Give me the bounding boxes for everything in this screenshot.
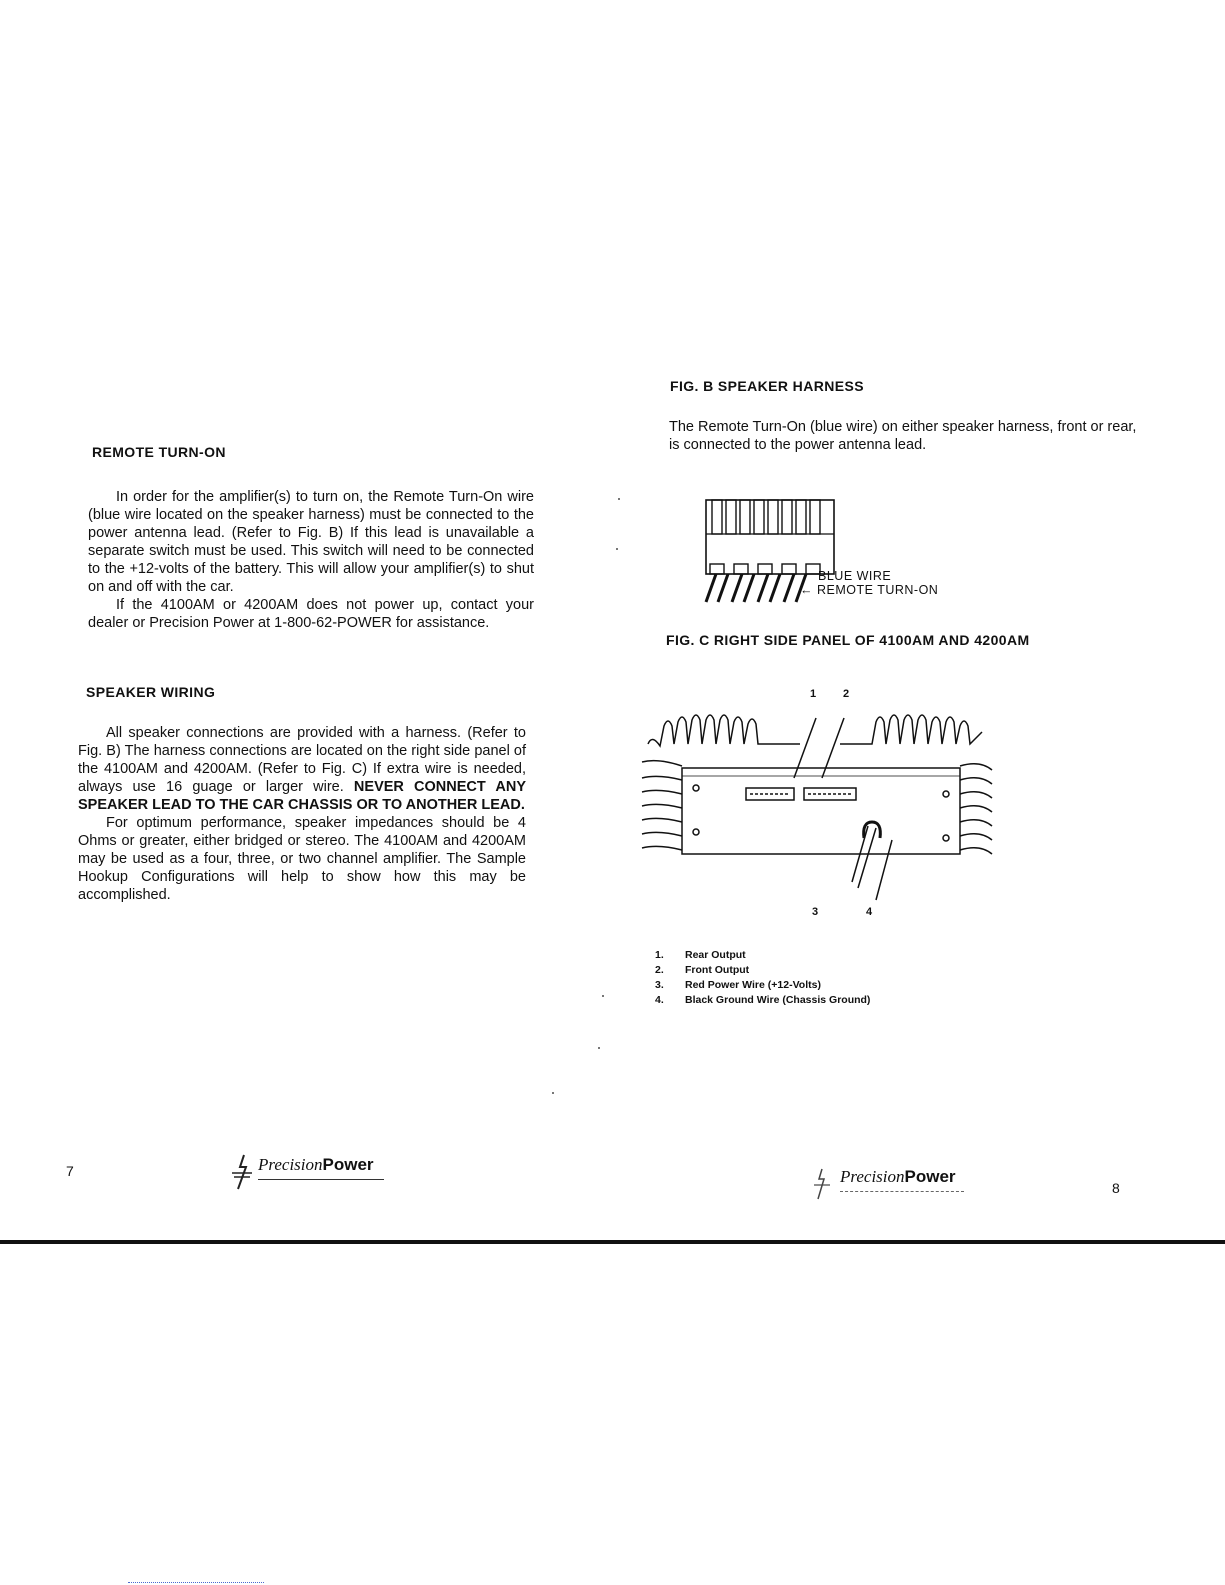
- remote-turn-on-paragraph-2: If the 4100AM or 4200AM does not power up, contact your dealer or Precision Power at 1-800-62-POWER for assistance.: [88, 597, 534, 631]
- remote-turn-on-heading: REMOTE TURN-ON: [92, 444, 226, 460]
- logo-bold-left: Power: [322, 1155, 374, 1174]
- amplifier-side-panel-diagram: [640, 704, 1000, 904]
- fig-b-caption: The Remote Turn-On (blue wire) on either speaker harness, front or rear, is connected to the power antenna lead.: [669, 419, 1137, 453]
- fig-c-legend: [655, 948, 870, 1008]
- precision-power-logo-right: [810, 1167, 980, 1207]
- fig-b-title: FIG. B SPEAKER HARNESS: [670, 378, 864, 394]
- speaker-wiring-paragraph-1: [78, 724, 526, 814]
- heatsink-fins-left: [642, 761, 682, 850]
- speaker-wiring-text: [78, 724, 526, 904]
- logo-bold-right: Power: [904, 1167, 956, 1186]
- arrow-left-icon: ←: [800, 583, 813, 597]
- legend-item-4: 4. Black Ground Wire (Chassis Ground): [655, 994, 871, 1006]
- callout-2: 2: [843, 688, 850, 700]
- blue-wire-label: [800, 569, 939, 597]
- harness-connector-body: [706, 500, 834, 574]
- precision-power-logo-left: [228, 1153, 398, 1193]
- heatsink-fins-top-right: [840, 715, 982, 744]
- amplifier-body: [682, 768, 960, 854]
- legend-item-1: 1. Rear Output: [655, 949, 746, 961]
- heatsink-fins-right: [960, 764, 992, 854]
- callout-3: 3: [812, 906, 819, 918]
- legend-item-2: 2. Front Output: [655, 964, 750, 976]
- bottom-divider: [0, 1240, 1225, 1244]
- logo-script-left: Precision: [258, 1155, 323, 1174]
- lightning-logo-icon-right: [810, 1167, 834, 1201]
- remote-turn-on-paragraph-1: In order for the amplifier(s) to turn on, the Remote Turn-On wire (blue wire located on the speaker harness) must be connected to the power antenna lead. (Refer to Fig. B) If this lead is unavailable a separate switch must be used. This switch will need to be connected to the +12-volts of the battery. This will allow your amplifier(s) to shut on and off with the car.: [88, 489, 534, 595]
- speaker-wiring-paragraph-2: For optimum performance, speaker impedances should be 4 Ohms or greater, either bridged or stereo. The 4100AM and 4200AM may be used as a four, three, or two channel amplifier. The Sample Hookup Configurations will help to show how this may be accomplished.: [78, 815, 526, 903]
- remote-turn-on-text: [88, 488, 534, 632]
- heatsink-fins-top-left: [648, 715, 800, 746]
- page-number-right: 8: [1112, 1180, 1120, 1196]
- harness-pins: [712, 500, 820, 534]
- remote-turn-on-label: REMOTE TURN-ON: [816, 583, 939, 597]
- speaker-wiring-paragraph-1-text: All speaker connections are provided with a harness. (Refer to Fig. B) The harness connections are located on the right side panel of the 4100AM and 4200AM. (Refer to Fig. C) If extra wire is needed, always use 16 guage or larger wire.: [78, 725, 526, 795]
- legend-item-3: 3. Red Power Wire (+12-Volts): [655, 979, 821, 991]
- lightning-logo-icon: [228, 1153, 258, 1191]
- blue-wire-text: BLUE WIRE: [818, 569, 892, 583]
- page-number-left: 7: [66, 1163, 74, 1179]
- speaker-wiring-warning: NEVER CONNECT ANY SPEAKER LEAD TO THE CAR CHASSIS OR TO ANOTHER LEAD.: [78, 779, 526, 813]
- bottom-dotted-line: [128, 1582, 264, 1583]
- logo-script-right: Precision: [840, 1167, 905, 1186]
- callout-1: 1: [810, 688, 817, 700]
- fig-c-title: FIG. C RIGHT SIDE PANEL OF 4100AM AND 4200AM: [666, 632, 1030, 648]
- callout-4: 4: [866, 906, 873, 918]
- speaker-wiring-heading: SPEAKER WIRING: [86, 684, 216, 700]
- harness-wires: [706, 574, 806, 602]
